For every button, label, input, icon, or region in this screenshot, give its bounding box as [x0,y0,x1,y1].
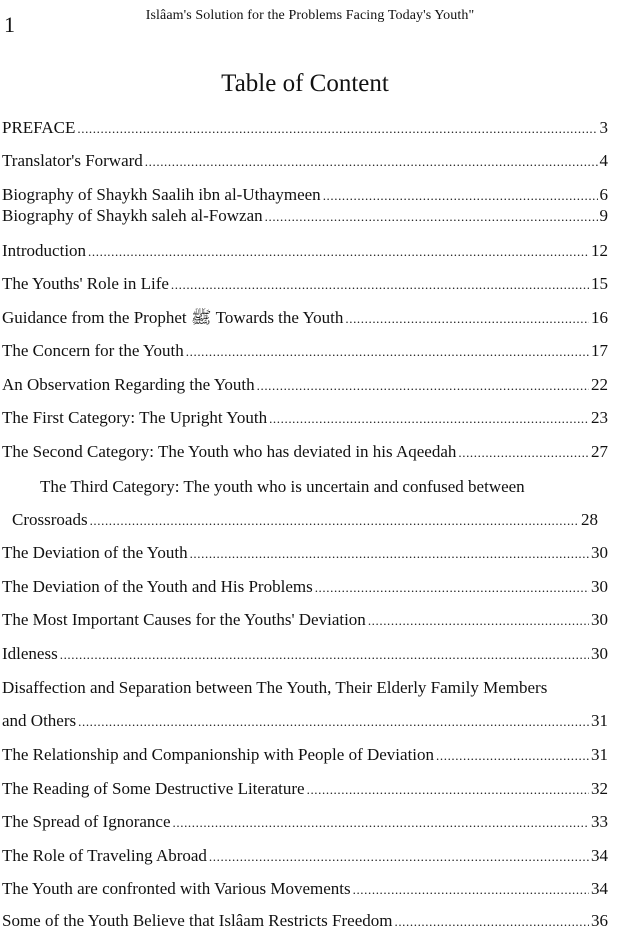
dot-leader [186,342,589,362]
dot-leader [171,275,589,295]
toc-entry-label: PREFACE [2,118,76,137]
toc-entry-label: The Role of Traveling Abroad [2,846,207,865]
dot-leader [436,746,589,766]
toc-entry[interactable] [2,577,608,598]
toc-entry-label: Some of the Youth Believe that Islâam Restricts Freedom [2,911,393,930]
toc-entry[interactable] [12,510,598,531]
dot-leader [458,443,589,463]
toc-entry-label: The Deviation of the Youth [2,543,188,562]
toc-entry[interactable] [2,206,608,227]
dot-leader [323,186,598,206]
dot-leader [315,578,589,598]
toc-entry[interactable] [2,442,608,463]
dot-leader [60,645,589,665]
toc-entry-page: 28 [581,510,598,529]
toc-entry[interactable] [2,375,608,396]
toc-entry-page: 31 [591,711,608,730]
toc-entry-page: 30 [591,577,608,596]
toc-entry-page: 9 [599,206,608,225]
toc-entry[interactable] [2,745,608,766]
toc-entry-page: 3 [599,118,608,137]
dot-leader [368,611,589,631]
toc-entry-page: 33 [591,812,608,831]
toc-entry-page: 4 [599,151,608,170]
dot-leader [269,409,589,429]
dot-leader [257,376,589,396]
toc-entry[interactable] [2,711,608,732]
toc-entry-label: The Concern for the Youth [2,341,184,360]
dot-leader [145,152,598,172]
toc-entry[interactable] [2,610,608,631]
toc-entry-page: 30 [591,610,608,629]
toc-entry-label: Translator's Forward [2,151,143,170]
toc-entry[interactable] [2,118,608,139]
toc-entry-label: The Youth are confronted with Various Movements [2,879,351,898]
page-number: 1 [4,12,15,37]
toc-entry[interactable] [2,151,608,172]
toc-entry[interactable] [2,185,608,206]
toc-entry-label: The Deviation of the Youth and His Problems [2,577,313,596]
toc-entry-label: The Relationship and Companionship with People of Deviation [2,745,435,764]
toc-title: Table of Content [221,70,389,97]
toc-entry-page: 27 [591,442,608,461]
toc-entry-label: Biography of Shaykh Saalih ibn al-Uthaymeen [2,185,321,204]
toc-entry-label: and Others [2,711,77,730]
toc-entry-page: 32 [591,779,608,798]
toc-entry-page: 30 [591,644,608,663]
toc-entry-label-line: Disaffection and Separation between The Youth, Their Elderly Family Members [2,678,548,697]
toc-entry-page: 36 [591,911,608,930]
toc-entry-page: 30 [591,543,608,562]
toc-entry-page: 23 [591,408,608,427]
toc-entry-page: 17 [591,341,608,360]
dot-leader [90,511,579,531]
toc-entry-page: 6 [599,185,608,204]
dot-leader [307,780,589,800]
toc-entry-page: 15 [591,274,608,293]
toc-entry[interactable] [2,911,608,932]
toc-entry-label-line: The Third Category: The youth who is uncertain and confused between [40,477,525,496]
toc-entry-label: The First Category: The Upright Youth [2,408,268,427]
toc-entry[interactable] [2,241,608,262]
toc-entry-label: An Observation Regarding the Youth [2,375,255,394]
toc-entry-page: 16 [591,308,608,327]
dot-leader [394,912,589,932]
toc-entry[interactable] [2,341,608,362]
dot-leader [77,119,597,139]
toc-entry-page: 34 [591,846,608,865]
toc-entry[interactable] [2,644,608,665]
toc-entry-label: Biography of Shaykh saleh al-Fowzan [2,206,263,225]
toc-entry[interactable] [2,779,608,800]
toc-entry-page: 31 [591,745,608,764]
toc-entry-label: Crossroads [12,510,88,529]
dot-leader [190,544,589,564]
running-title: Islâam's Solution for the Problems Facing Today's Youth" [145,8,475,23]
dot-leader [353,880,589,900]
toc-entry-label: Guidance from the Prophet ﷺ Towards the Youth [2,308,344,327]
toc-entry[interactable] [2,408,608,429]
toc-entry[interactable] [2,308,608,329]
toc-entry-label: The Second Category: The Youth who has deviated in his Aqeedah [2,442,457,461]
toc-entry-page: 34 [591,879,608,898]
dot-leader [173,813,589,833]
toc-entry-label: Introduction [2,241,87,260]
toc-entry[interactable] [2,274,608,295]
dot-leader [265,207,598,227]
dot-leader [345,309,589,329]
toc-entry[interactable] [2,543,608,564]
toc-entry[interactable] [2,879,608,900]
toc-entry-page: 12 [591,241,608,260]
toc-entry[interactable] [2,846,608,867]
toc-entry-label: The Most Important Causes for the Youths' Deviation [2,610,366,629]
toc-entry-label: The Reading of Some Destructive Literature [2,779,305,798]
toc-entry-label: The Youths' Role in Life [2,274,169,293]
dot-leader [88,242,589,262]
toc-entry-label: The Spread of Ignorance [2,812,171,831]
toc-entry-label: Idleness [2,644,58,663]
toc-entry-page: 22 [591,375,608,394]
toc-entry[interactable] [2,812,608,833]
dot-leader [209,847,589,867]
dot-leader [78,712,589,732]
